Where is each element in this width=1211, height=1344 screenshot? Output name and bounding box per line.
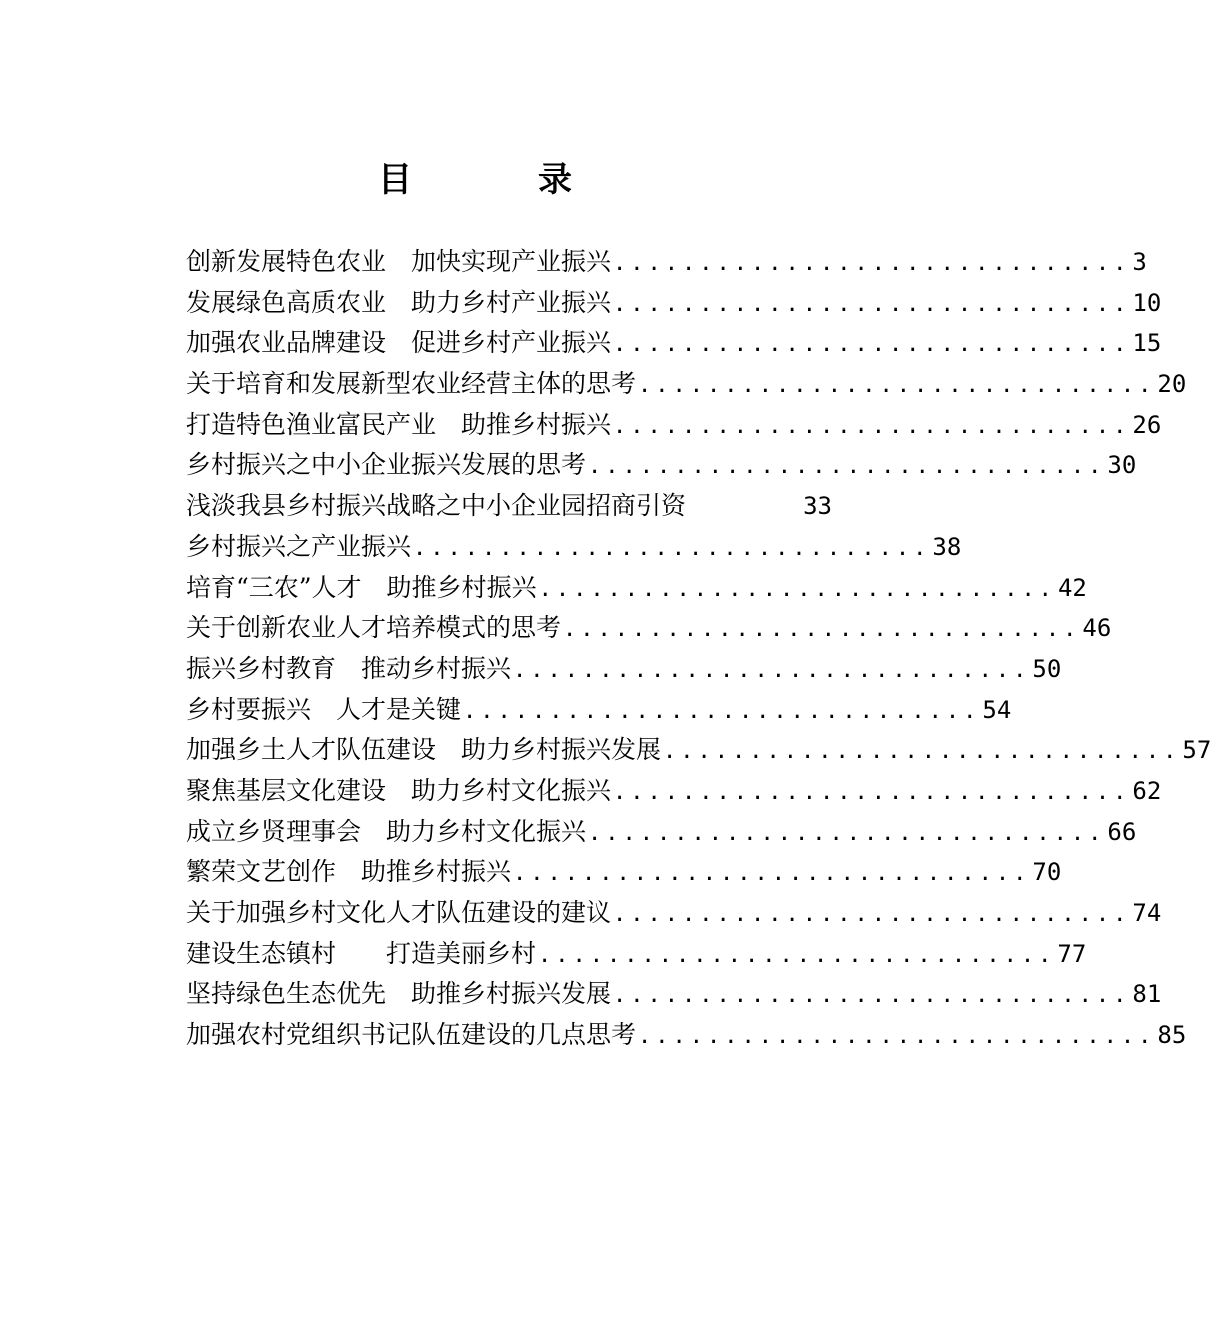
toc-page-number: 42 <box>1057 573 1087 602</box>
dot-leader: .............................. <box>588 454 1106 480</box>
toc-page-number: 33 <box>803 492 832 521</box>
toc-entry[interactable] <box>186 405 1162 446</box>
dot-leader: .............................. <box>613 902 1131 927</box>
toc-entry-title: 成立乡贤理事会 助力乡村文化振兴 <box>186 816 587 846</box>
toc-entry-title: 关于创新农业人才培养模式的思考 <box>186 613 562 643</box>
toc-entry[interactable] <box>186 649 1062 690</box>
dot-leader: .............................. <box>563 617 1081 643</box>
toc-entry[interactable] <box>186 852 1062 893</box>
toc-page-number: 57 <box>1182 736 1211 765</box>
toc-page-number: 70 <box>1032 858 1062 887</box>
toc-entry[interactable] <box>186 283 1162 324</box>
toc-page-number: 20 <box>1157 370 1187 399</box>
dot-leader: .............................. <box>513 861 1031 887</box>
dot-leader: .............................. <box>538 576 1056 602</box>
page-title: 目 录 <box>378 160 618 200</box>
toc-entry[interactable] <box>186 893 1162 934</box>
toc-entry[interactable] <box>186 812 1137 853</box>
toc-entry-title: 建设生态镇村 打造美丽乡村 <box>186 938 537 968</box>
toc-page-number: 15 <box>1132 329 1162 358</box>
toc-entry-title: 浅淡我县乡村振兴战略之中小企业园招商引资 <box>186 491 687 521</box>
toc-entry[interactable] <box>186 242 1147 283</box>
toc-entry-title: 发展绿色高质农业 助力乡村产业振兴 <box>186 287 612 317</box>
toc-entry-title: 乡村要振兴 人才是关键 <box>186 694 462 724</box>
toc-entry[interactable] <box>186 730 1211 771</box>
toc-entry-title: 打造特色渔业富民产业 助推乡村振兴 <box>186 409 612 439</box>
toc-entry[interactable] <box>186 1015 1187 1056</box>
toc-page-number: 77 <box>1057 939 1087 968</box>
toc-page-number: 3 <box>1132 248 1147 276</box>
toc-entry[interactable] <box>186 323 1162 364</box>
dot-leader: .............................. <box>638 373 1156 399</box>
toc-entry-title: 创新发展特色农业 加快实现产业振兴 <box>186 247 612 276</box>
toc-page-number: 30 <box>1107 451 1137 480</box>
toc-page-number: 85 <box>1157 1021 1187 1050</box>
toc-page-number: 62 <box>1132 776 1162 805</box>
toc-page-number: 10 <box>1132 288 1162 317</box>
dot-leader: .............................. <box>663 739 1181 765</box>
dot-leader: .............................. <box>613 779 1131 805</box>
toc-entry-title: 聚焦基层文化建设 助力乡村文化振兴 <box>186 775 612 805</box>
toc-entry-title: 关于加强乡村文化人才队伍建设的建议 <box>186 898 612 927</box>
toc-entry-title: 振兴乡村教育 推动乡村振兴 <box>186 653 512 683</box>
toc-entry[interactable] <box>186 771 1162 812</box>
dot-leader: .............................. <box>613 983 1131 1009</box>
dot-leader: .............................. <box>613 413 1131 439</box>
toc-entry[interactable] <box>186 974 1162 1015</box>
toc-entry-title: 培育“三农”人才 助推乡村振兴 <box>186 572 537 602</box>
toc-entry-title: 加强乡土人才队伍建设 助力乡村振兴发展 <box>186 735 662 765</box>
dot-leader: .............................. <box>588 820 1106 846</box>
toc-page-number: 50 <box>1032 654 1062 683</box>
dot-leader: .............................. <box>538 942 1056 968</box>
toc-page-number: 26 <box>1132 410 1162 439</box>
toc-entry[interactable] <box>186 486 832 527</box>
toc-entry[interactable] <box>186 690 1012 731</box>
table-of-contents <box>186 242 1211 1056</box>
toc-page-number: 74 <box>1132 899 1162 927</box>
toc-entry[interactable] <box>186 445 1137 486</box>
dot-leader: .............................. <box>513 657 1031 683</box>
toc-entry-title: 繁荣文艺创作 助推乡村振兴 <box>186 857 512 887</box>
toc-entry[interactable] <box>186 527 962 568</box>
toc-entry-title: 关于培育和发展新型农业经营主体的思考 <box>186 369 637 399</box>
dot-leader: .............................. <box>413 535 931 561</box>
toc-page-number: 46 <box>1082 614 1112 643</box>
toc-entry[interactable] <box>186 608 1112 649</box>
toc-entry-title: 坚持绿色生态优先 助推乡村振兴发展 <box>186 979 612 1009</box>
dot-leader: .............................. <box>613 332 1131 358</box>
dot-leader: .............................. <box>613 291 1131 317</box>
dot-leader: .............................. <box>463 698 981 724</box>
toc-page-number: 81 <box>1132 980 1162 1009</box>
toc-entry-title: 加强农业品牌建设 促进乡村产业振兴 <box>186 328 612 358</box>
toc-entry[interactable] <box>186 568 1087 609</box>
toc-entry-title: 乡村振兴之中小企业振兴发展的思考 <box>186 450 587 480</box>
toc-entry-title: 乡村振兴之产业振兴 <box>186 531 412 561</box>
toc-page-number: 66 <box>1107 817 1137 846</box>
toc-entry[interactable] <box>186 364 1187 405</box>
toc-page-number: 54 <box>982 695 1012 724</box>
dot-leader: .............................. <box>638 1024 1156 1050</box>
toc-entry[interactable] <box>186 934 1087 975</box>
toc-entry-title: 加强农村党组织书记队伍建设的几点思考 <box>186 1020 637 1050</box>
toc-page-number: 38 <box>932 532 962 561</box>
dot-leader: .............................. <box>613 251 1131 276</box>
